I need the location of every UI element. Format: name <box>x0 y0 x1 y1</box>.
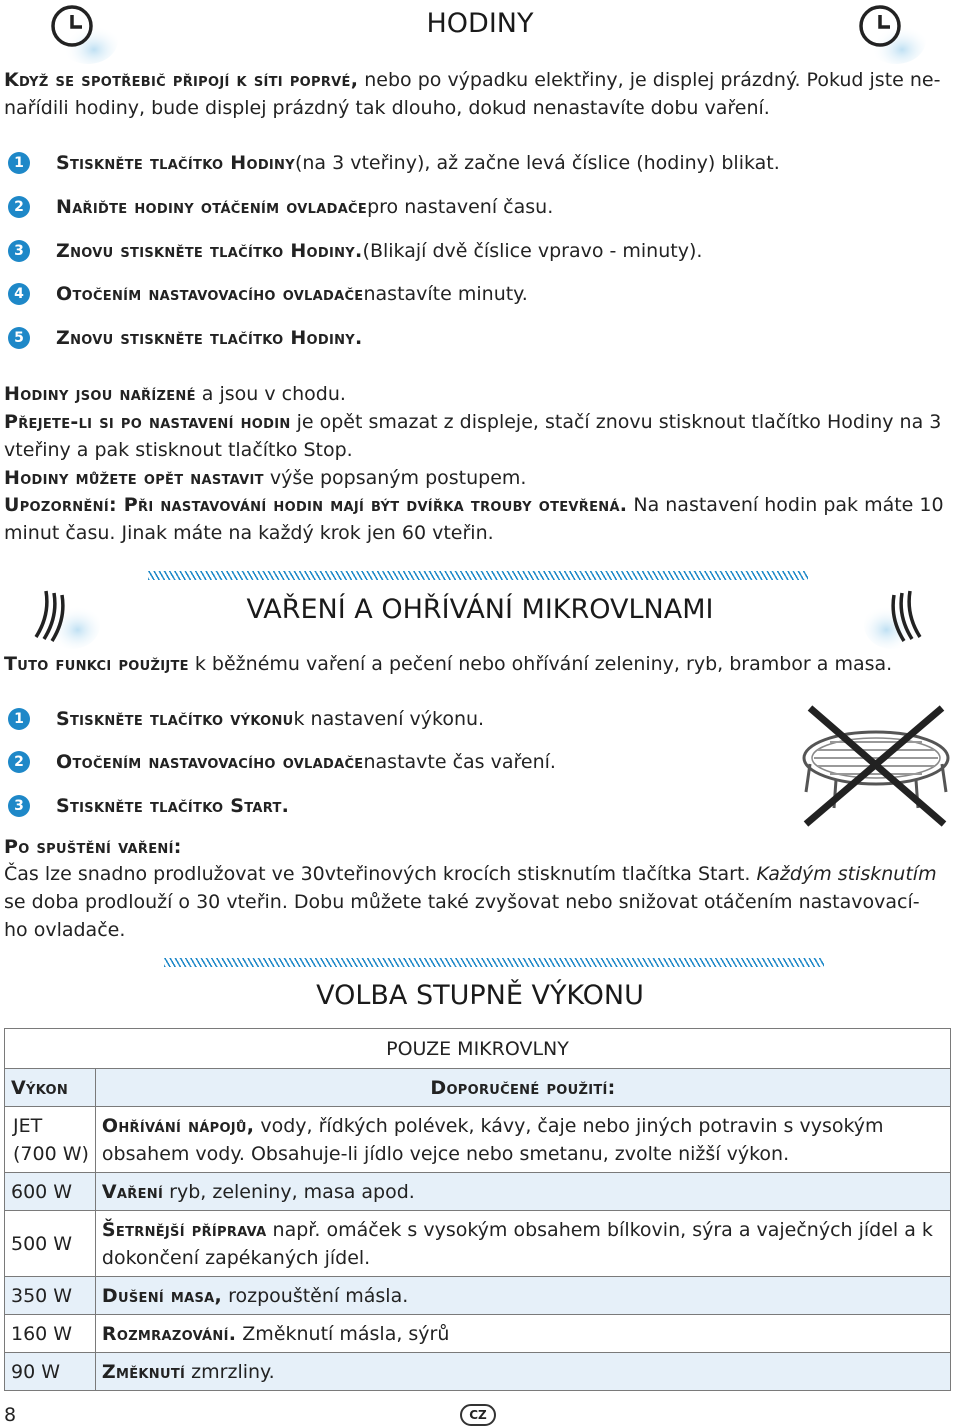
after-start-text: se doba prodlouží o 30 vteřin. Dobu můžete také zvyšovat nebo snižovat otáčením nastavovací- <box>4 891 920 913</box>
microwave-step: 2 Otočením nastavovacího ovladače nastavte čas vaření. <box>8 751 556 773</box>
clock-step: 5 Znovu stiskněte tlačítko Hodiny. <box>8 327 363 349</box>
table-row: 160 W Rozmrazování. Změknutí másla, sýrů <box>5 1315 951 1353</box>
microwave-intro: Tuto funkci použijte k běžnému vaření a pečení nebo ohřívání zeleniny, ryb, brambor a masa. <box>4 653 893 675</box>
clock-step: 2 Nařiďte hodiny otáčením ovladače pro nastavení času. <box>8 196 553 218</box>
after-start-text: ho ovladače. <box>4 919 126 941</box>
language-badge: CZ <box>460 1404 496 1426</box>
power-table <box>4 1028 951 1391</box>
table-row: 600 W Vaření ryb, zeleniny, masa apod. <box>5 1173 951 1211</box>
microwave-step: 1 Stiskněte tlačítko výkonu k nastavení výkonu. <box>8 708 484 730</box>
microwave-step: 3 Stiskněte tlačítko Start. <box>8 795 289 817</box>
clock-warning: minut času. Jinak máte na každý krok jen 60 vteřin. <box>4 522 494 544</box>
clock-intro-line2: nařídili hodiny, bude displej prázdný tak dlouho, dokud nenastavíte dobu vaření. <box>4 97 770 119</box>
clock-warning: Upozornění: Při nastavování hodin mají být dvířka trouby otevřená. Na nastavení hodin pak máte 10 <box>4 494 944 516</box>
microwave-waves-icon <box>864 585 934 649</box>
table-row: JET (700 W) Ohřívání nápojů, vody, řídkých polévek, kávy, čaje nebo jiných potravin s vysokým obsahem vody. Obsahuje-li jídlo vejce nebo smetanu, zvolte nižší výkon. <box>5 1107 951 1173</box>
clock-icon <box>40 2 118 66</box>
clock-paragraph: Hodiny můžete opět nastavit výše popsaným postupem. <box>4 467 527 489</box>
microwave-waves-icon <box>30 585 100 649</box>
clock-paragraph: vteřiny a pak stisknout tlačítko Stop. <box>4 439 353 461</box>
page-number: 8 <box>4 1404 17 1426</box>
section-divider <box>148 571 808 580</box>
section-title-clock: HODINY <box>426 8 534 39</box>
table-row: 90 W Změknutí zmrzliny. <box>5 1353 951 1391</box>
clock-intro-line1: Když se spotřebič připojí k síti poprvé, nebo po výpadku elektřiny, je displej prázdný. Pokud jste ne- <box>4 69 941 91</box>
clock-step: 4 Otočením nastavovacího ovladače nastavíte minuty. <box>8 283 528 305</box>
clock-paragraph: Hodiny jsou nařízené a jsou v chodu. <box>4 383 346 405</box>
column-header-use: Doporučené použití: <box>95 1069 950 1107</box>
crossed-rack-icon <box>796 702 956 832</box>
clock-paragraph: Přejete-li si po nastavení hodin je opět smazat z displeje, stačí znovu stisknout tlačítko Hodiny na 3 <box>4 411 942 433</box>
table-row: 500 W Šetrnější příprava např. omáček s vysokým obsahem bílkovin, sýra a vaječných jídel a k dokončení zapékaných jídel. <box>5 1211 951 1277</box>
section-title-power: VOLBA STUPNĚ VÝKONU <box>316 980 644 1011</box>
after-start-heading: Po spuštění vaření: <box>4 836 182 858</box>
table-row: 350 W Dušení masa, rozpouštění másla. <box>5 1277 951 1315</box>
clock-icon <box>848 2 926 66</box>
clock-step: 3 Znovu stiskněte tlačítko Hodiny. (Blikají dvě číslice vpravo - minuty). <box>8 240 702 262</box>
after-start-text: Čas lze snadno prodlužovat ve 30vteřinových krocích stisknutím tlačítka Start. Každým stisknutím <box>4 863 937 885</box>
section-title-microwave: VAŘENÍ A OHŘÍVÁNÍ MIKROVLNAMI <box>246 594 714 625</box>
clock-step: 1 Stiskněte tlačítko Hodiny (na 3 vteřiny), až začne levá číslice (hodiny) blikat. <box>8 152 780 174</box>
table-header: POUZE MIKROVLNY <box>5 1029 951 1069</box>
section-divider <box>164 958 824 967</box>
column-header-power: Výkon <box>5 1069 96 1107</box>
